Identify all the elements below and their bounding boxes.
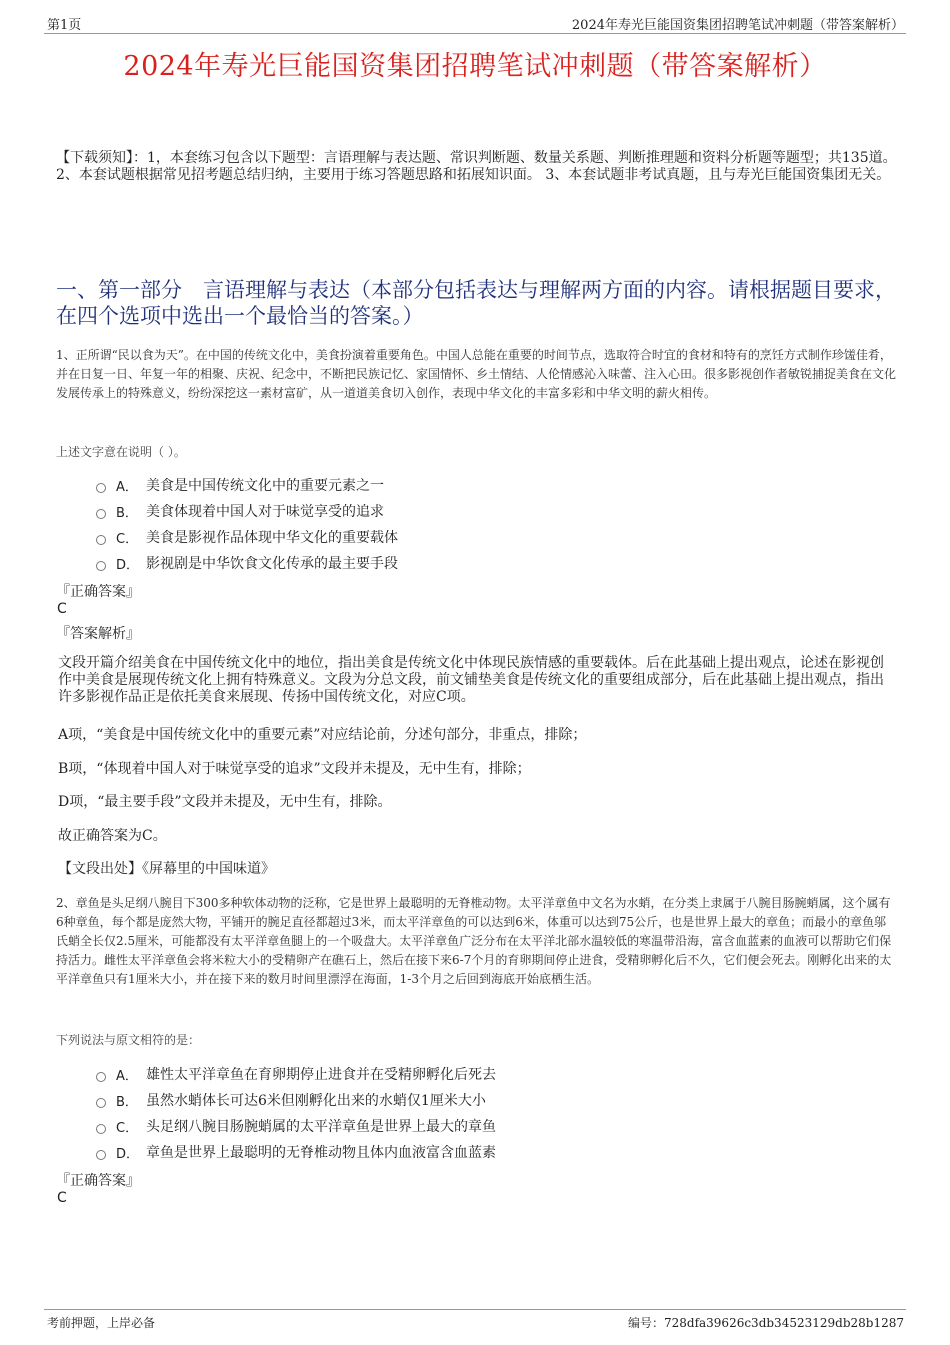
analysis-paragraph: 文段开篇介绍美食在中国传统文化中的地位，指出美食是传统文化中体现民族情感的重要载体。后在此基础上提出观点，论述在影视创作中美食是展现传统文化上拥有特殊意义。文段为分总文段，前文铺垫美食是传统文化的重要组成部分，后在此基础上提出观点，指出许多影视作品正是依托美食来展现、传扬中国传统文化，对应C项。 bbox=[58, 655, 884, 705]
option-letter: D． bbox=[116, 557, 140, 573]
option-text: 影视剧是中华饮食文化传承的最主要手段 bbox=[146, 556, 398, 572]
option-letter: B． bbox=[116, 1094, 138, 1110]
option-text: 美食是中国传统文化中的重要元素之一 bbox=[146, 478, 384, 494]
option-b[interactable] bbox=[96, 498, 398, 524]
option-letter: C． bbox=[116, 531, 139, 547]
answer-label: 『正确答案』 bbox=[56, 1173, 140, 1189]
page-title: 2024年寿光巨能国资集团招聘笔试冲刺题（带答案解析） bbox=[123, 51, 827, 82]
option-text: 章鱼是世界上最聪明的无脊椎动物且体内血液富含血蓝素 bbox=[146, 1145, 496, 1161]
radio-icon[interactable] bbox=[96, 535, 106, 545]
header-divider bbox=[44, 33, 906, 34]
option-c[interactable] bbox=[96, 524, 398, 550]
answer-value: C bbox=[57, 1190, 67, 1206]
option-a[interactable] bbox=[96, 472, 398, 498]
question-2-stem: 下列说法与原文相符的是： bbox=[56, 1033, 201, 1047]
answer-label: 『正确答案』 bbox=[56, 584, 140, 600]
radio-icon[interactable] bbox=[96, 509, 106, 519]
header-doc-title: 2024年寿光巨能国资集团招聘笔试冲刺题（带答案解析） bbox=[571, 18, 904, 33]
analysis-conclusion: 故正确答案为C。 bbox=[58, 828, 167, 844]
page-number: 第1页 bbox=[47, 18, 82, 33]
answer-value: C bbox=[57, 601, 67, 617]
analysis-option-b: B项，“体现着中国人对于味觉享受的追求”文段并未提及，无中生有，排除； bbox=[58, 761, 531, 777]
option-letter: C． bbox=[116, 1120, 139, 1136]
radio-icon[interactable] bbox=[96, 561, 106, 571]
question-1-text: 1、正所谓“民以食为天”。在中国的传统文化中，美食扮演着重要角色。中国人总能在重要的时间节点，选取符合时宜的食材和特有的烹饪方式制作珍馐佳肴，并在日复一日、年复一年的相聚、庆祝、纪念中，不断把民族记忆、家国情怀、乡土情结、人伦情感沁入味蕾、注入心田。很多影视创作者敏锐捕捉美食在文化发展传承上的特殊意义，纷纷深挖这一素材富矿，从一道道美食切入创作，表现中华文化的丰富多彩和中华文明的薪火相传。 bbox=[56, 348, 897, 400]
question-1-stem: 上述文字意在说明（ ）。 bbox=[56, 445, 186, 459]
section-heading: 一、第一部分 言语理解与表达（本部分包括表达与理解两方面的内容。请根据题目要求，在四个选项中选出一个最恰当的答案。） bbox=[56, 278, 896, 328]
option-c[interactable] bbox=[96, 1113, 496, 1139]
option-d[interactable] bbox=[96, 1139, 496, 1165]
footer-serial: 编号：728dfa39626c3db34523129db28b1287 bbox=[627, 1316, 904, 1330]
option-letter: B． bbox=[116, 505, 138, 521]
option-a[interactable] bbox=[96, 1061, 496, 1087]
option-text: 美食是影视作品体现中华文化的重要载体 bbox=[146, 530, 398, 546]
option-text: 美食体现着中国人对于味觉享受的追求 bbox=[146, 504, 384, 520]
analysis-option-a: A项，“美食是中国传统文化中的重要元素”对应结论前，分述句部分，非重点，排除； bbox=[58, 727, 587, 743]
option-letter: A． bbox=[116, 1068, 138, 1084]
passage-source: 【文段出处】《屏幕里的中国味道》 bbox=[58, 861, 275, 877]
radio-icon[interactable] bbox=[96, 483, 106, 493]
option-letter: A． bbox=[116, 479, 138, 495]
radio-icon[interactable] bbox=[96, 1124, 106, 1134]
option-b[interactable] bbox=[96, 1087, 496, 1113]
question-1-options bbox=[96, 472, 398, 576]
option-text: 虽然水蛸体长可达6米但刚孵化出来的水蛸仅1厘米大小 bbox=[146, 1093, 486, 1109]
radio-icon[interactable] bbox=[96, 1072, 106, 1082]
radio-icon[interactable] bbox=[96, 1098, 106, 1108]
analysis-label: 『答案解析』 bbox=[56, 626, 140, 642]
option-letter: D． bbox=[116, 1146, 140, 1162]
download-notice: 【下载须知】：1，本套练习包含以下题型：言语理解与表达题、常识判断题、数量关系题、判断推理题和资料分析题等题型；共135道。 2、本套试题根据常见招考题总结归纳，主要用于练习答题思路和拓展知识面。 3、本套试题非考试真题，且与寿光巨能国资集团无关。 bbox=[56, 150, 897, 183]
question-2-options bbox=[96, 1061, 496, 1165]
option-text: 头足纲八腕目肠腕蛸属的太平洋章鱼是世界上最大的章鱼 bbox=[146, 1119, 496, 1135]
radio-icon[interactable] bbox=[96, 1150, 106, 1160]
analysis-option-d: D项，“最主要手段”文段并未提及，无中生有，排除。 bbox=[58, 794, 392, 810]
footer-slogan: 考前押题，上岸必备 bbox=[47, 1316, 156, 1330]
option-text: 雄性太平洋章鱼在育卵期停止进食并在受精卵孵化后死去 bbox=[146, 1067, 496, 1083]
footer-divider bbox=[44, 1309, 906, 1310]
option-d[interactable] bbox=[96, 550, 398, 576]
question-2-text: 2、章鱼是头足纲八腕目下300多种软体动物的泛称，它是世界上最聪明的无脊椎动物。太平洋章鱼中文名为水蛸，在分类上隶属于八腕目肠腕蛸属，这个属有6种章鱼，每个都是庞然大物，平铺开的腕足直径都超过3米，而太平洋章鱼的可以达到6米，体重可以达到75公斤，也是世界上最大的章鱼；而最小的章鱼邬氏蛸全长仅2.5厘米，可能都没有太平洋章鱼腿上的一个吸盘大。太平洋章鱼广泛分布在太平洋北部水温较低的寒温带沿海，富含血蓝素的血液可以帮助它们保持活力。雌性太平洋章鱼会将米粒大小的受精卵产在礁石上，然后在接下来6-7个月的育卵期间停止进食，受精卵孵化后不久，它们便会死去。刚孵化出来的太平洋章鱼只有1厘米大小，并在接下来的数月时间里漂浮在海面，1-3个月之后回到海底开始底栖生活。 bbox=[56, 896, 892, 986]
